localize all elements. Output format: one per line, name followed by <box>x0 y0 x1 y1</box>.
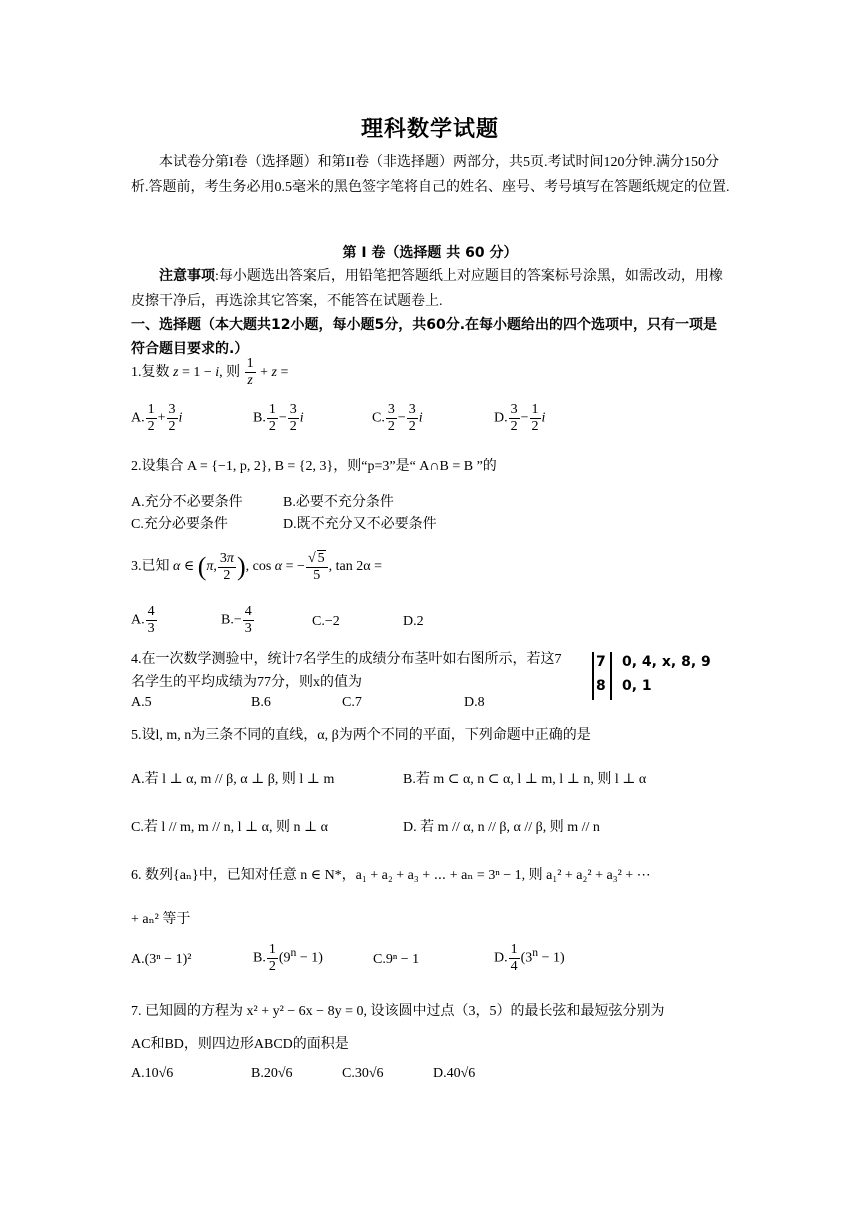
section1-heading: 一、选择题（本大题共12小题，每小题5分，共60分.在每小题给出的四个选项中，只有一项是符合题目要求的.） <box>131 317 718 357</box>
question-2-stem: 2.设集合 A = {−1, p, 2}, B = {2, 3}，则“p=3”是“ A∩B = B ”的 <box>131 459 497 474</box>
q5-option-d: D. 若 m // α, n // β, α // β, 则 m // n <box>403 820 600 835</box>
q4-option-c: C.7 <box>342 695 362 710</box>
q1-fraction: $\frac{1}{z}$ <box>246 356 254 389</box>
question-3: 3.已知 α ∈ (π, $\frac{3\pi}{2}$ ), cos α = − $\frac{√ 5}{5}$ , tan 2α = <box>131 550 382 583</box>
question-6-options <box>131 942 751 982</box>
question-6-stem-a: 6. 数列{aₙ}中，已知对任意 n ∈ N*，a₁ + a₂ + a₃ + ⋯ + aₙ = 3ⁿ − 1, 则 a₁² + a₂² + a₃² + ⋯ <box>131 868 651 883</box>
q2-option-a: A.充分不必要条件 <box>131 495 243 510</box>
q1-option-c: C. $\frac{3}{2}$ − $\frac{3}{2}$ i <box>372 402 423 434</box>
q3-option-b: B.− $\frac{4}{3}$ <box>221 604 252 636</box>
q4-option-b: B.6 <box>251 695 271 710</box>
q4-option-d: D.8 <box>464 695 485 710</box>
question-1: 1.复数 z = 1 − i, 则 $\frac{1}{z}$ + z = <box>131 356 289 389</box>
page-title: 理科数学试题 <box>360 117 499 142</box>
stem-row-1-leaves: 0, 4, x, 8, 9 <box>622 654 711 670</box>
q4-option-a: A.5 <box>131 695 152 710</box>
stem-leaf-left-bar <box>592 652 594 700</box>
question-5-stem: 5.设l, m, n为三条不同的直线，α, β为两个不同的平面，下列命题中正确的是 <box>131 728 591 743</box>
notice-text: :每小题选出答案后，用铅笔把答题纸上对应题目的答案标号涂黑，如需改动，用橡皮擦干净后，再选涂其它答案，不能答在试题卷上. <box>131 269 723 309</box>
stem-row-2-leaves: 0, 1 <box>622 678 652 694</box>
q6-option-b: B. $\frac{1}{2}$ $(9^n - 1)$ <box>253 942 323 974</box>
q3-option-a: A. $\frac{4}{3}$ <box>131 604 155 636</box>
q3-option-d: D.2 <box>403 614 424 629</box>
question-3-options <box>131 604 751 640</box>
q6-option-a: A.(3ⁿ − 1)² <box>131 952 192 967</box>
notice-paragraph <box>131 264 731 314</box>
q2-option-b: B.必要不充分条件 <box>283 495 394 510</box>
q2-option-c: C.充分必要条件 <box>131 517 228 532</box>
stem-row-2-stem: 8 <box>596 678 606 694</box>
q1-prefix: 1.复数 <box>131 365 170 380</box>
q6-option-d: D. $\frac{1}{4}$ $(3^n - 1)$ <box>494 942 565 974</box>
question-6-stem-b: + aₙ² 等于 <box>131 912 191 927</box>
q7-option-a: A.10√6 <box>131 1066 174 1081</box>
question-1-options <box>131 402 751 438</box>
q3-tail: , tan 2α = <box>328 559 382 575</box>
q1-option-a: A. $\frac{1}{2}$ + $\frac{3}{2}$ i <box>131 402 183 434</box>
question-2-options <box>131 491 751 531</box>
q1-option-d: D. $\frac{3}{2}$ − $\frac{1}{2}$ i <box>494 402 546 434</box>
stem-row-1-stem: 7 <box>596 654 606 670</box>
q5-option-a: A.若 l ⊥ α, m // β, α ⊥ β, 则 l ⊥ m <box>131 772 335 787</box>
q5-option-b: B.若 m ⊂ α, n ⊂ α, l ⊥ m, l ⊥ n, 则 l ⊥ α <box>403 772 647 787</box>
q7-option-b: B.20√6 <box>251 1066 293 1081</box>
part1-title: 第 I 卷（选择题 共 60 分） <box>342 245 518 261</box>
stem-leaf-divider <box>610 652 612 700</box>
q5-option-c: C.若 l // m, m // n, l ⊥ α, 则 n ⊥ α <box>131 820 328 835</box>
q3-option-c: C.−2 <box>312 614 340 629</box>
question-4-stem: 4.在一次数学测验中，统计7名学生的成绩分布茎叶如右图所示，若这7名学生的平均成绩为77分，则x的值为 <box>131 652 562 690</box>
q7-option-c: C.30√6 <box>342 1066 384 1081</box>
q6-option-c: C.9ⁿ − 1 <box>373 952 420 967</box>
q7-option-d: D.40√6 <box>433 1066 476 1081</box>
question-7-stem-b: AC和BD，则四边形ABCD的面积是 <box>131 1037 349 1052</box>
notice-label: 注意事项 <box>159 269 215 284</box>
q1-option-b: B. $\frac{1}{2}$ − $\frac{3}{2}$ i <box>253 402 304 434</box>
question-7-stem-a: 7. 已知圆的方程为 x² + y² − 6x − 8y = 0, 设该圆中过点（3，5）的最长弦和最短弦分别为 <box>131 1004 665 1019</box>
intro-paragraph: 本试卷分第I卷（选择题）和第II卷（非选择题）两部分，共5页.考试时间120分钟.满分150分析.答题前，考生务必用0.5毫米的黑色签字笔将自己的姓名、座号、考号填写在答题纸规定的位置. <box>131 155 730 195</box>
q3-prefix: 3.已知 <box>131 559 170 575</box>
q2-option-d: D.既不充分又不必要条件 <box>283 517 437 532</box>
